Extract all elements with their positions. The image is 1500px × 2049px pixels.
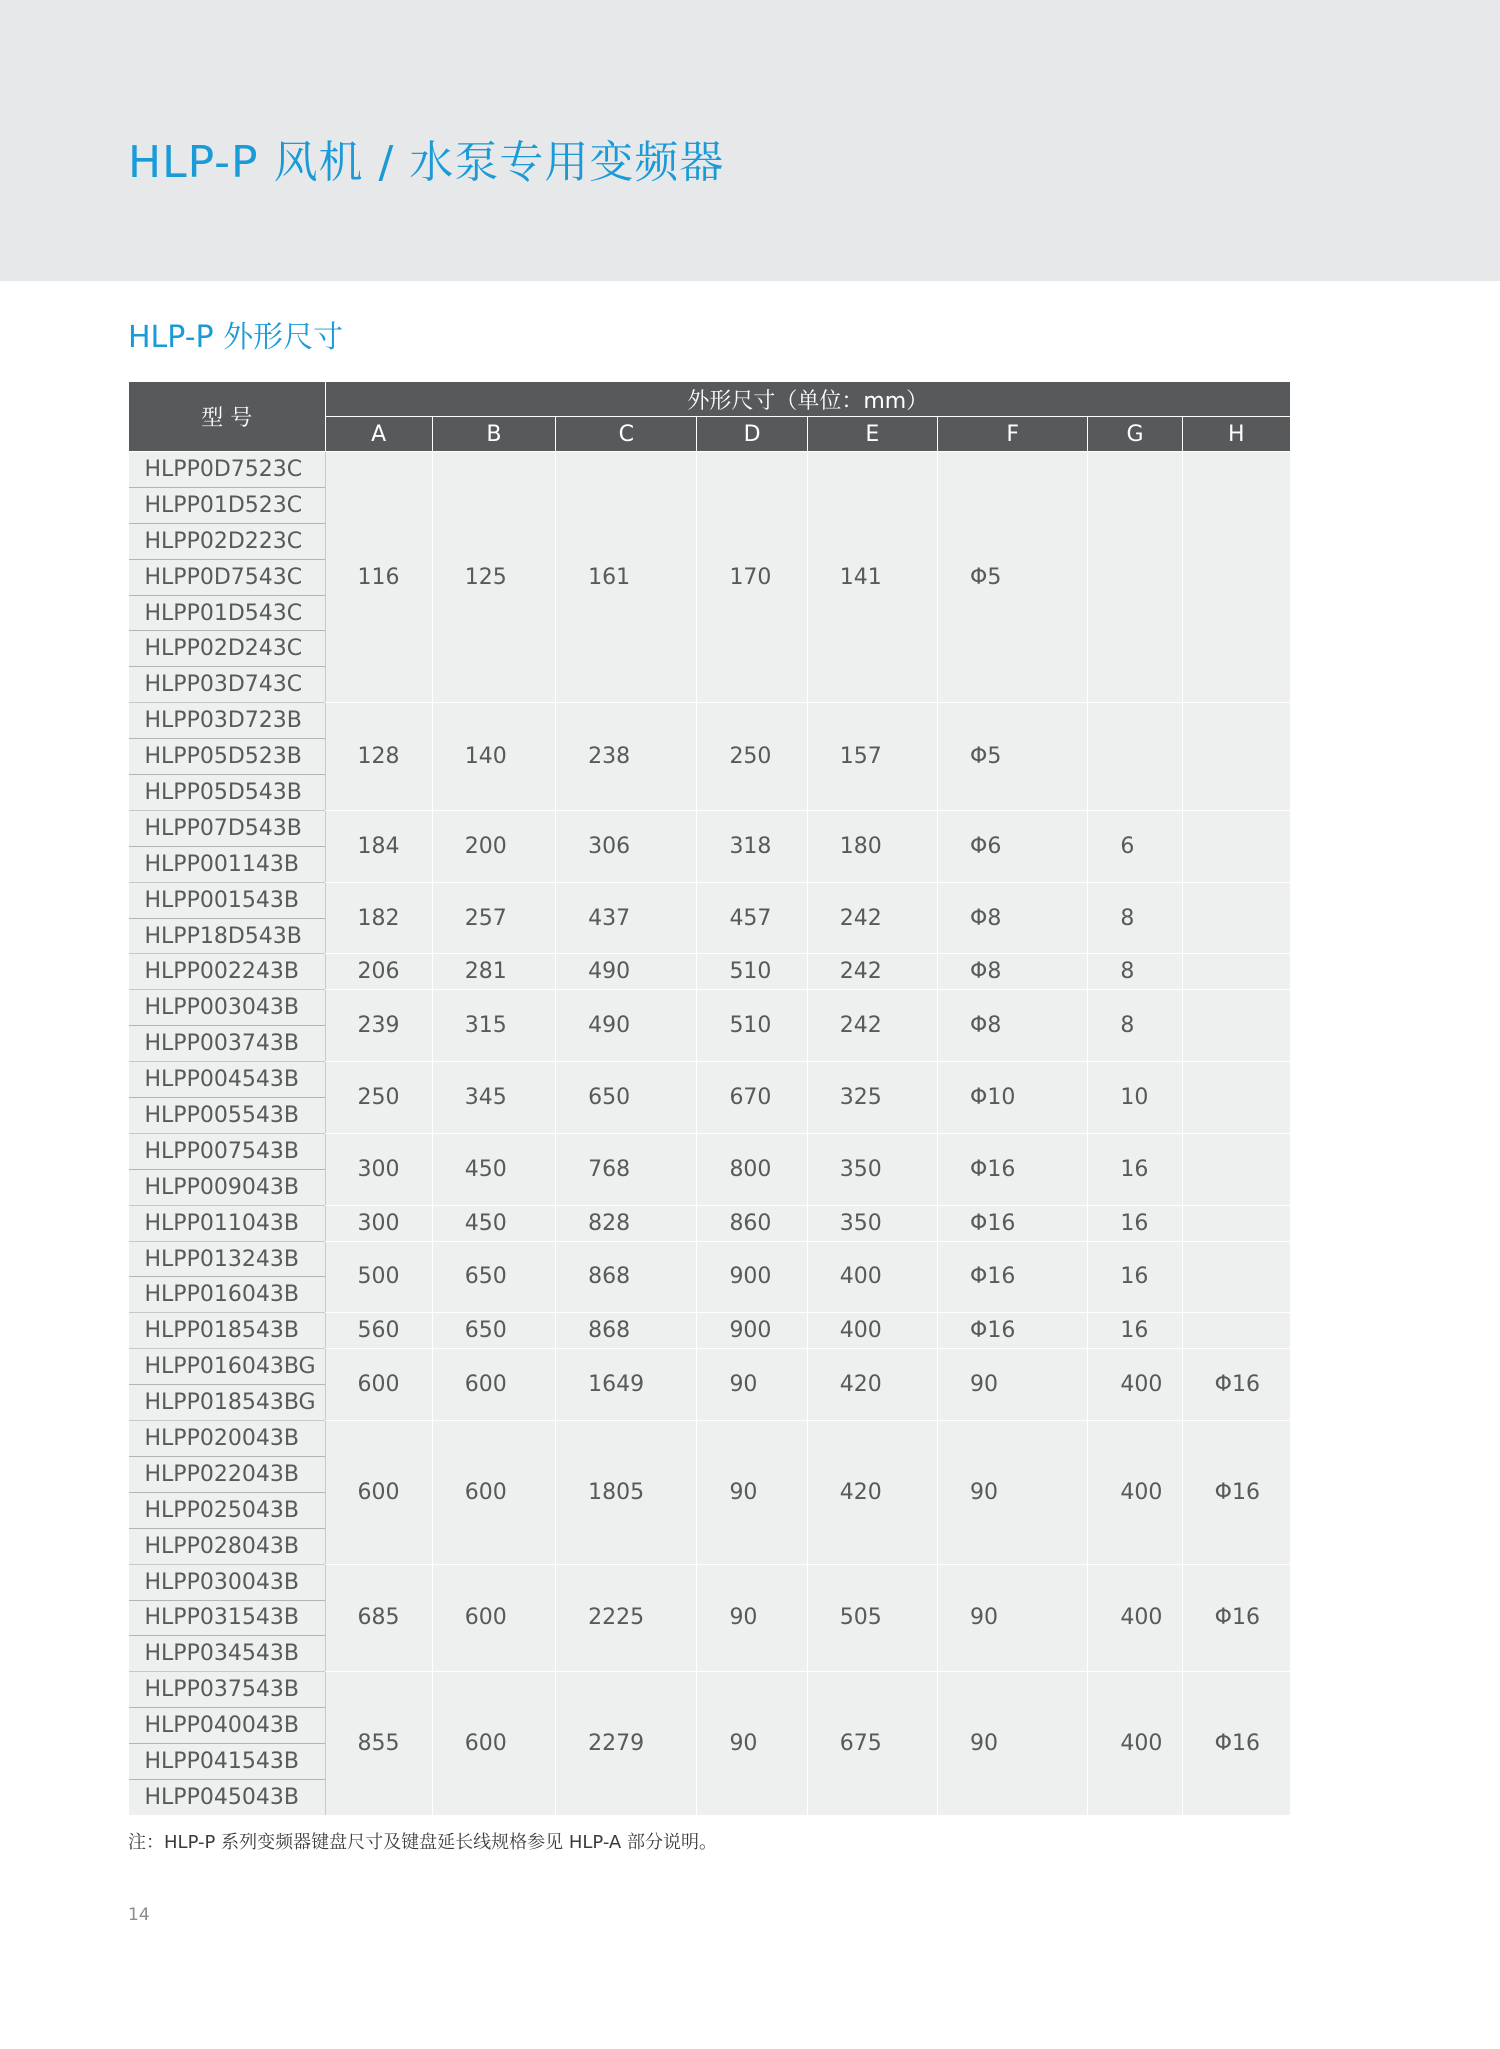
table-row <box>129 882 1291 918</box>
column-header-b: B <box>432 417 555 452</box>
table-row <box>129 1313 1291 1349</box>
dimension-cell-b: 600 <box>432 1564 555 1672</box>
dimension-cell-f: Φ8 <box>938 954 1088 990</box>
column-header-a: A <box>325 417 432 452</box>
dimension-cell-b: 600 <box>432 1421 555 1565</box>
dimension-cell-b: 600 <box>432 1672 555 1816</box>
column-header-f: F <box>938 417 1088 452</box>
model-cell: HLPP031543B <box>129 1600 326 1636</box>
dimension-cell-c: 1805 <box>556 1421 697 1565</box>
dimension-cell-a: 500 <box>325 1241 432 1313</box>
table-row <box>129 1421 1291 1457</box>
model-cell: HLPP03D723B <box>129 703 326 739</box>
dimensions-table <box>128 381 1291 1816</box>
model-column-header: 型 号 <box>129 382 326 452</box>
dimension-cell-c: 161 <box>556 452 697 703</box>
dimension-cell-a: 116 <box>325 452 432 703</box>
dimension-cell-h <box>1182 990 1290 1062</box>
dimension-cell-d: 457 <box>697 882 807 954</box>
dimension-cell-e: 420 <box>807 1421 937 1565</box>
dimension-cell-c: 768 <box>556 1133 697 1205</box>
model-cell: HLPP011043B <box>129 1205 326 1241</box>
model-cell: HLPP03D743C <box>129 667 326 703</box>
dimension-cell-h <box>1182 703 1290 811</box>
model-cell: HLPP018543B <box>129 1313 326 1349</box>
table-row <box>129 1205 1291 1241</box>
model-cell: HLPP05D523B <box>129 739 326 775</box>
model-cell: HLPP01D523C <box>129 487 326 523</box>
dimension-cell-c: 1649 <box>556 1349 697 1421</box>
table-row <box>129 1672 1291 1708</box>
model-cell: HLPP022043B <box>129 1456 326 1492</box>
model-cell: HLPP02D243C <box>129 631 326 667</box>
dimension-cell-b: 315 <box>432 990 555 1062</box>
model-cell: HLPP040043B <box>129 1708 326 1744</box>
dimension-cell-d: 860 <box>697 1205 807 1241</box>
model-cell: HLPP007543B <box>129 1133 326 1169</box>
dimension-cell-d: 90 <box>697 1564 807 1672</box>
page-title: HLP-P 风机 / 水泵专用变频器 <box>128 137 725 188</box>
dimension-cell-e: 675 <box>807 1672 937 1816</box>
dimension-cell-a: 685 <box>325 1564 432 1672</box>
dimension-cell-a: 600 <box>325 1421 432 1565</box>
dimension-cell-h: Φ16 <box>1182 1672 1290 1816</box>
dimension-cell-h <box>1182 1205 1290 1241</box>
dimension-cell-h <box>1182 452 1290 703</box>
dimension-cell-f: Φ5 <box>938 452 1088 703</box>
dimension-cell-g: 16 <box>1088 1313 1182 1349</box>
dimension-cell-e: 242 <box>807 882 937 954</box>
dimension-cell-b: 450 <box>432 1133 555 1205</box>
dimension-cell-b: 650 <box>432 1241 555 1313</box>
model-cell: HLPP004543B <box>129 1062 326 1098</box>
column-header-h: H <box>1182 417 1290 452</box>
dimension-cell-c: 490 <box>556 990 697 1062</box>
model-cell: HLPP025043B <box>129 1492 326 1528</box>
dimension-cell-a: 560 <box>325 1313 432 1349</box>
dimension-cell-c: 868 <box>556 1241 697 1313</box>
dimension-cell-h <box>1182 1313 1290 1349</box>
dimension-cell-h <box>1182 810 1290 882</box>
dimension-cell-d: 670 <box>697 1062 807 1134</box>
dimension-cell-d: 900 <box>697 1313 807 1349</box>
dimension-cell-g: 400 <box>1088 1349 1182 1421</box>
column-header-e: E <box>807 417 937 452</box>
dimension-cell-h: Φ16 <box>1182 1564 1290 1672</box>
dimension-cell-g: 16 <box>1088 1133 1182 1205</box>
dimension-cell-d: 90 <box>697 1349 807 1421</box>
dimension-cell-c: 238 <box>556 703 697 811</box>
model-cell: HLPP0D7523C <box>129 452 326 488</box>
model-cell: HLPP001543B <box>129 882 326 918</box>
dimension-cell-f: 90 <box>938 1672 1088 1816</box>
table-row <box>129 452 1291 488</box>
model-cell: HLPP013243B <box>129 1241 326 1277</box>
dimension-cell-h <box>1182 1133 1290 1205</box>
model-cell: HLPP18D543B <box>129 918 326 954</box>
dimension-cell-e: 242 <box>807 990 937 1062</box>
dimension-cell-h <box>1182 1241 1290 1313</box>
dimension-cell-f: 90 <box>938 1421 1088 1565</box>
dimension-cell-h: Φ16 <box>1182 1349 1290 1421</box>
model-cell: HLPP005543B <box>129 1098 326 1134</box>
dimension-cell-c: 868 <box>556 1313 697 1349</box>
dimension-cell-g: 400 <box>1088 1564 1182 1672</box>
dimension-group-header: 外形尺寸（单位：mm） <box>325 382 1291 417</box>
dimension-cell-g: 6 <box>1088 810 1182 882</box>
model-cell: HLPP003743B <box>129 1026 326 1062</box>
dimension-cell-h: Φ16 <box>1182 1421 1290 1565</box>
dimension-cell-d: 170 <box>697 452 807 703</box>
dimension-cell-c: 306 <box>556 810 697 882</box>
dimension-cell-c: 650 <box>556 1062 697 1134</box>
dimension-cell-a: 250 <box>325 1062 432 1134</box>
dimension-cell-a: 128 <box>325 703 432 811</box>
dimension-cell-b: 200 <box>432 810 555 882</box>
model-cell: HLPP018543BG <box>129 1385 326 1421</box>
dimension-cell-g <box>1088 452 1182 703</box>
dimension-cell-e: 350 <box>807 1133 937 1205</box>
dimension-cell-f: 90 <box>938 1349 1088 1421</box>
dimension-cell-g: 8 <box>1088 990 1182 1062</box>
dimension-cell-a: 182 <box>325 882 432 954</box>
dimension-cell-e: 180 <box>807 810 937 882</box>
page-number: 14 <box>128 1905 150 1925</box>
dimension-cell-c: 2225 <box>556 1564 697 1672</box>
dimension-cell-g: 400 <box>1088 1672 1182 1816</box>
dimension-cell-c: 437 <box>556 882 697 954</box>
dimension-cell-f: Φ16 <box>938 1133 1088 1205</box>
dimension-cell-d: 510 <box>697 990 807 1062</box>
model-cell: HLPP001143B <box>129 846 326 882</box>
dimension-cell-g <box>1088 703 1182 811</box>
dimension-cell-b: 345 <box>432 1062 555 1134</box>
column-header-d: D <box>697 417 807 452</box>
dimension-cell-d: 90 <box>697 1421 807 1565</box>
dimension-cell-g: 8 <box>1088 882 1182 954</box>
model-cell: HLPP037543B <box>129 1672 326 1708</box>
dimension-cell-h <box>1182 954 1290 990</box>
dimension-cell-d: 318 <box>697 810 807 882</box>
dimension-cell-b: 257 <box>432 882 555 954</box>
table-row <box>129 990 1291 1026</box>
model-cell: HLPP016043BG <box>129 1349 326 1385</box>
model-cell: HLPP002243B <box>129 954 326 990</box>
dimension-cell-d: 900 <box>697 1241 807 1313</box>
table-row <box>129 1241 1291 1277</box>
dimension-cell-c: 2279 <box>556 1672 697 1816</box>
dimension-cell-f: Φ8 <box>938 990 1088 1062</box>
model-cell: HLPP045043B <box>129 1779 326 1815</box>
dimension-cell-b: 650 <box>432 1313 555 1349</box>
dimension-cell-a: 855 <box>325 1672 432 1816</box>
table-row <box>129 1133 1291 1169</box>
table-row <box>129 954 1291 990</box>
dimension-cell-f: 90 <box>938 1564 1088 1672</box>
dimension-cell-f: Φ6 <box>938 810 1088 882</box>
section-title: HLP-P 外形尺寸 <box>128 320 344 355</box>
model-cell: HLPP003043B <box>129 990 326 1026</box>
dimension-cell-d: 250 <box>697 703 807 811</box>
dimension-cell-f: Φ16 <box>938 1205 1088 1241</box>
dimension-cell-h <box>1182 882 1290 954</box>
dimension-cell-e: 400 <box>807 1313 937 1349</box>
footnote: 注：HLP-P 系列变频器键盘尺寸及键盘延长线规格参见 HLP-A 部分说明。 <box>128 1832 717 1853</box>
model-cell: HLPP009043B <box>129 1169 326 1205</box>
header-banner <box>0 0 1500 281</box>
dimension-cell-a: 600 <box>325 1349 432 1421</box>
dimension-cell-d: 510 <box>697 954 807 990</box>
dimension-cell-d: 800 <box>697 1133 807 1205</box>
dimension-cell-a: 300 <box>325 1205 432 1241</box>
dimension-cell-a: 184 <box>325 810 432 882</box>
dimension-cell-b: 140 <box>432 703 555 811</box>
table-row <box>129 1564 1291 1600</box>
model-cell: HLPP07D543B <box>129 810 326 846</box>
model-cell: HLPP020043B <box>129 1421 326 1457</box>
dimension-cell-a: 300 <box>325 1133 432 1205</box>
dimension-cell-g: 16 <box>1088 1241 1182 1313</box>
column-header-g: G <box>1088 417 1182 452</box>
model-cell: HLPP028043B <box>129 1528 326 1564</box>
dimension-cell-e: 420 <box>807 1349 937 1421</box>
dimension-cell-a: 206 <box>325 954 432 990</box>
model-cell: HLPP030043B <box>129 1564 326 1600</box>
dimension-cell-e: 400 <box>807 1241 937 1313</box>
model-cell: HLPP01D543C <box>129 595 326 631</box>
dimension-cell-f: Φ16 <box>938 1241 1088 1313</box>
dimension-cell-g: 16 <box>1088 1205 1182 1241</box>
dimension-cell-g: 10 <box>1088 1062 1182 1134</box>
dimension-cell-g: 8 <box>1088 954 1182 990</box>
dimension-cell-b: 125 <box>432 452 555 703</box>
dimension-cell-e: 157 <box>807 703 937 811</box>
dimension-cell-f: Φ10 <box>938 1062 1088 1134</box>
dimension-cell-h <box>1182 1062 1290 1134</box>
dimension-cell-b: 450 <box>432 1205 555 1241</box>
model-cell: HLPP05D543B <box>129 775 326 811</box>
dimension-cell-e: 141 <box>807 452 937 703</box>
table-row <box>129 703 1291 739</box>
dimension-cell-e: 505 <box>807 1564 937 1672</box>
table-row <box>129 810 1291 846</box>
model-cell: HLPP041543B <box>129 1744 326 1780</box>
dimension-cell-e: 325 <box>807 1062 937 1134</box>
dimension-cell-b: 600 <box>432 1349 555 1421</box>
dimension-cell-b: 281 <box>432 954 555 990</box>
column-header-c: C <box>556 417 697 452</box>
model-cell: HLPP02D223C <box>129 523 326 559</box>
table-row <box>129 1062 1291 1098</box>
dimension-cell-e: 242 <box>807 954 937 990</box>
table-row <box>129 1349 1291 1385</box>
dimension-cell-g: 400 <box>1088 1421 1182 1565</box>
model-cell: HLPP016043B <box>129 1277 326 1313</box>
dimension-cell-c: 828 <box>556 1205 697 1241</box>
model-cell: HLPP034543B <box>129 1636 326 1672</box>
model-cell: HLPP0D7543C <box>129 559 326 595</box>
dimension-cell-d: 90 <box>697 1672 807 1816</box>
dimension-cell-e: 350 <box>807 1205 937 1241</box>
dimension-cell-c: 490 <box>556 954 697 990</box>
dimension-cell-f: Φ5 <box>938 703 1088 811</box>
dimension-cell-f: Φ8 <box>938 882 1088 954</box>
dimension-cell-f: Φ16 <box>938 1313 1088 1349</box>
dimension-cell-a: 239 <box>325 990 432 1062</box>
